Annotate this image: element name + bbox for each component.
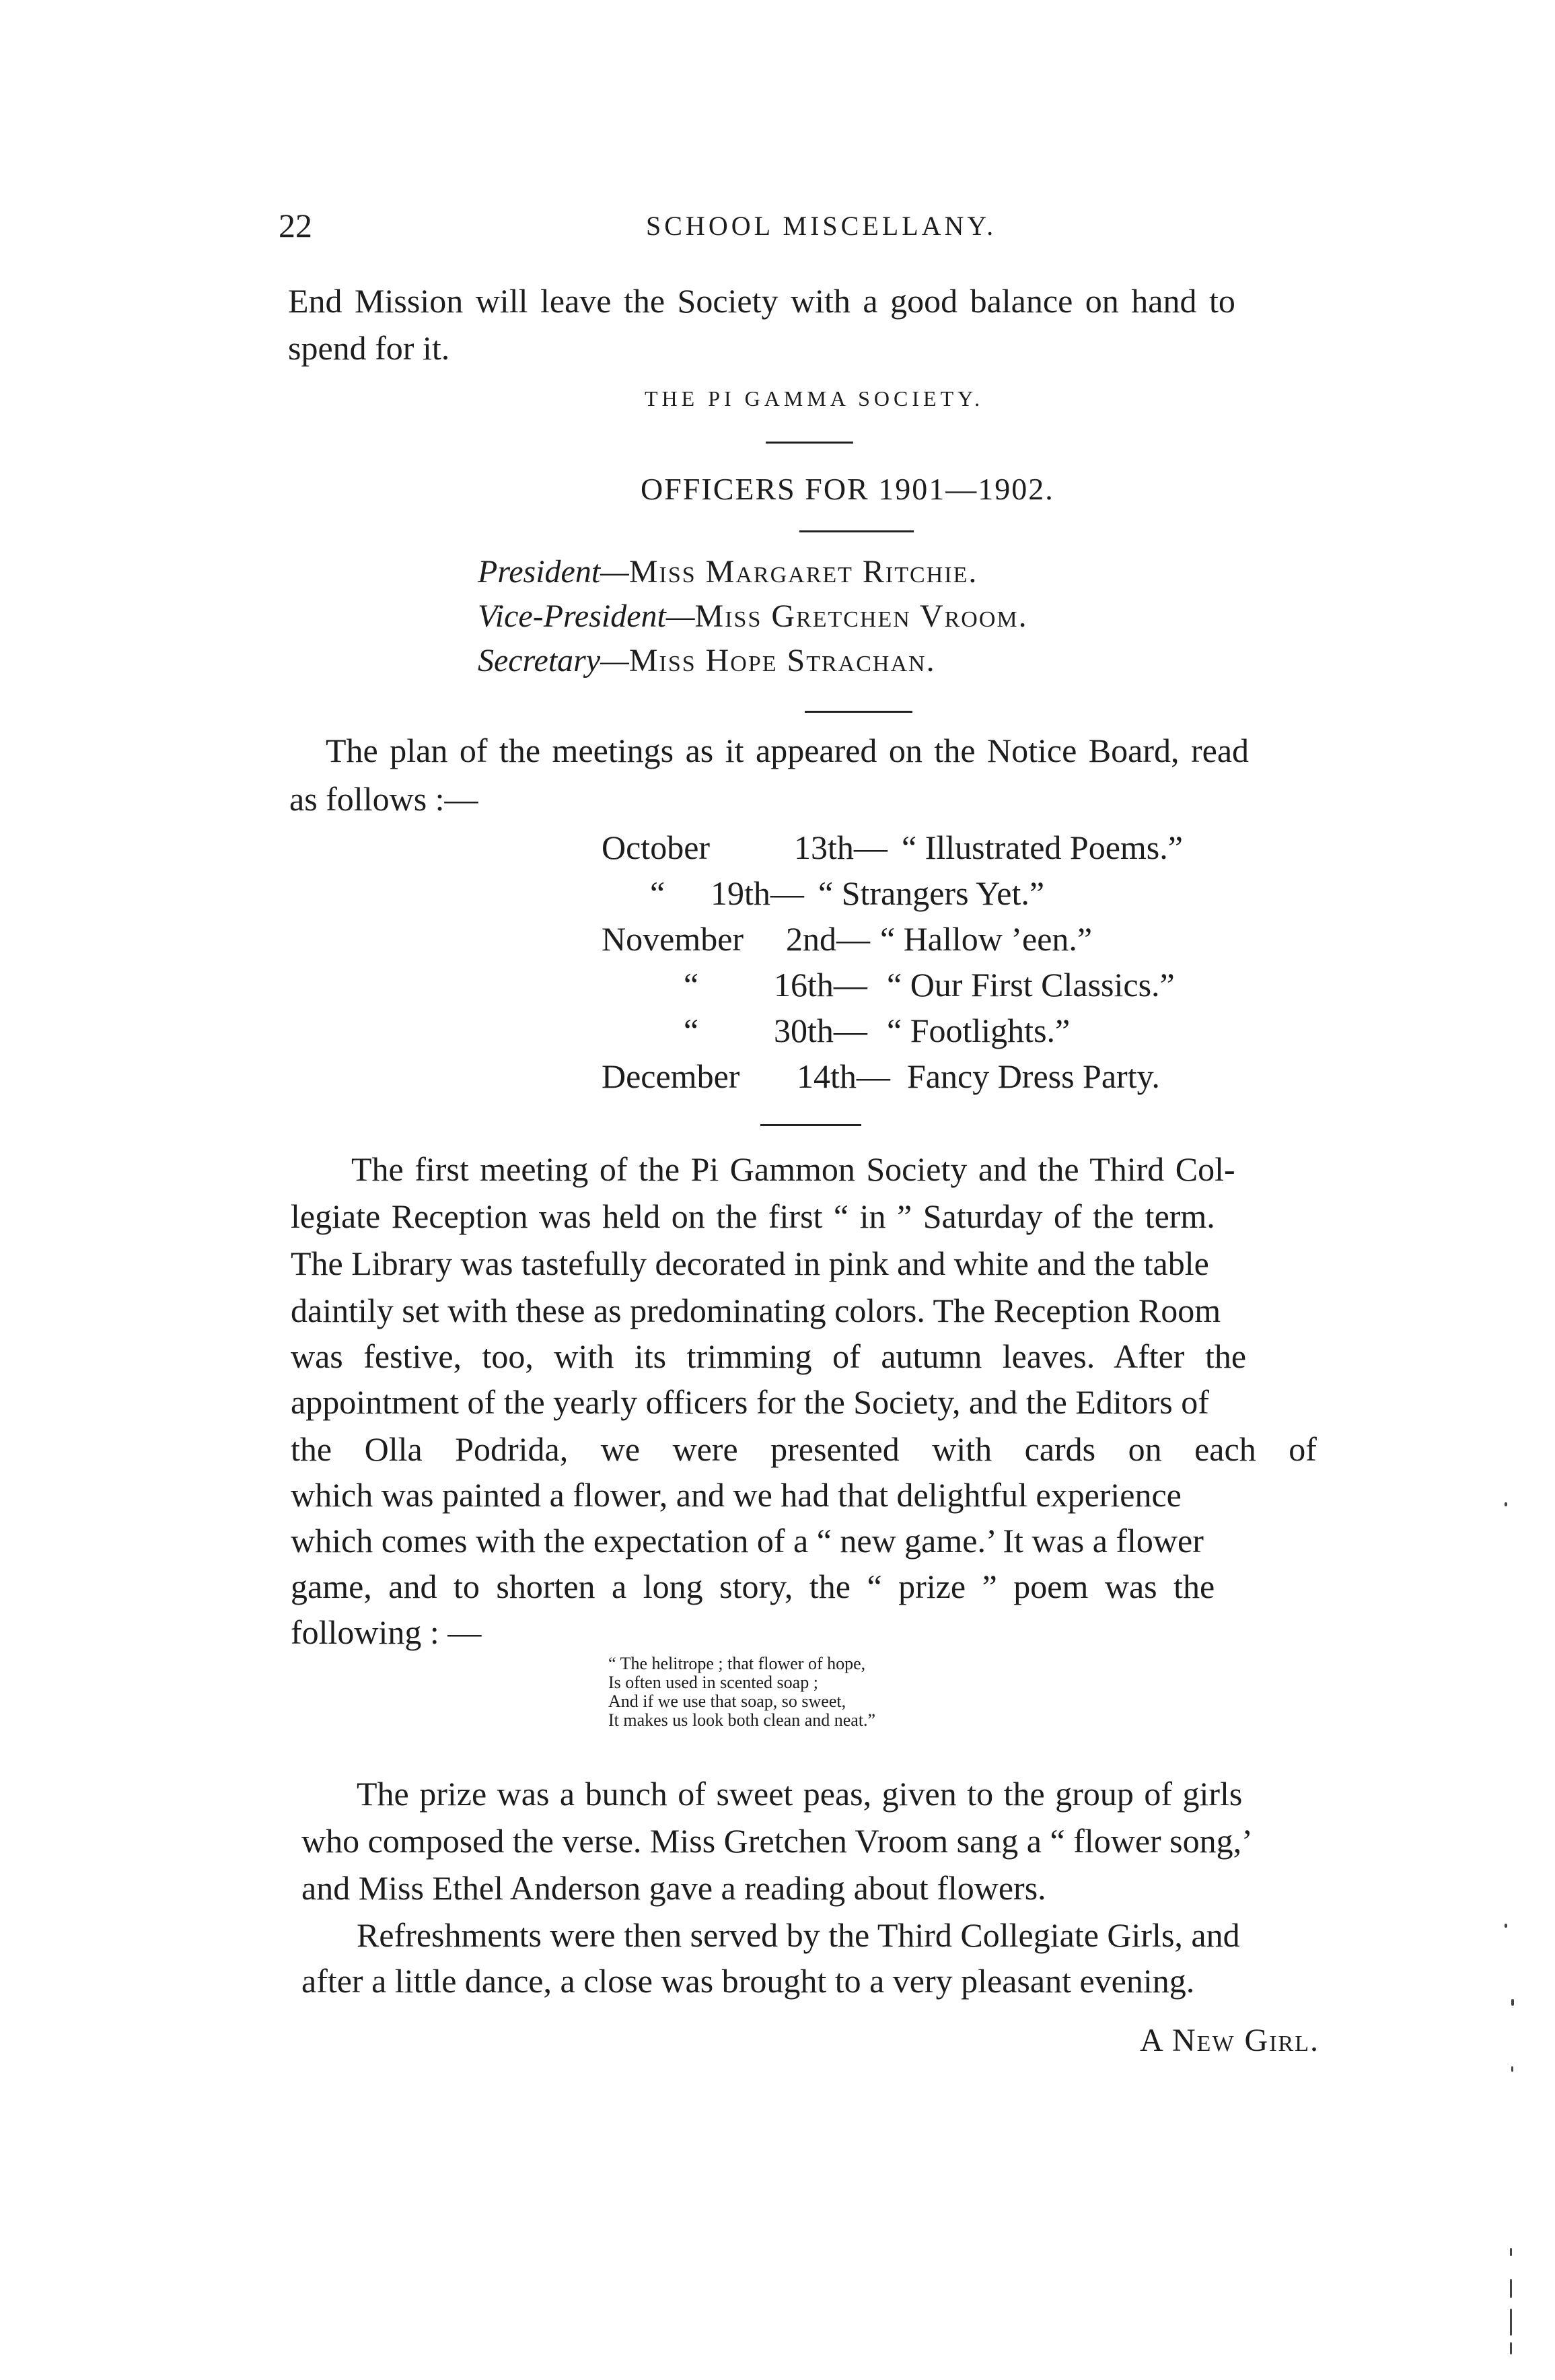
plan-intro-line-1: The plan of the meetings as it appeared on the Notice Board, read [326, 732, 1250, 769]
paragraph-line: Refreshments were then served by the Third Collegiate Girls, and [357, 1916, 1240, 1954]
signature: A New Girl. [1140, 2023, 1319, 2058]
schedule-month: December [602, 1057, 740, 1095]
running-title: SCHOOL MISCELLANY. [646, 211, 997, 241]
scan-speck [1510, 2342, 1512, 2354]
schedule-event: “ Illustrated Poems.” [902, 829, 1183, 866]
schedule-month: “ [650, 874, 665, 912]
scan-speck [1511, 2066, 1513, 2072]
divider [799, 530, 914, 532]
officer-role: President— [478, 554, 629, 590]
paragraph-line: The first meeting of the Pi Gammon Society and the Third Col- [351, 1150, 1235, 1188]
officer-name: Miss Margaret Ritchie. [628, 554, 978, 590]
schedule-event: “ Hallow ’een.” [880, 920, 1093, 958]
paragraph-line: after a little dance, a close was brought to a very pleasant evening. [301, 1962, 1195, 2000]
paragraph-line: daintily set with these as predominating colors. The Reception Room [291, 1292, 1221, 1329]
officer-name: Miss Gretchen Vroom. [694, 598, 1028, 634]
scan-speck [1510, 2248, 1512, 2256]
paragraph-line: was festive, too, with its trimming of autumn leaves. After the [291, 1337, 1247, 1375]
scan-speck [1510, 2279, 1512, 2298]
schedule-day: 14th— [797, 1057, 890, 1095]
paragraph-line: which comes with the expectation of a “ new game.’ It was a flower [291, 1522, 1204, 1560]
paragraph-line: and Miss Ethel Anderson gave a reading about flowers. [301, 1869, 1046, 1907]
schedule-event: “ Our First Classics.” [887, 966, 1175, 1004]
schedule-event: “ Footlights.” [887, 1012, 1071, 1049]
paragraph-line: the Olla Podrida, we were presented with cards on each of [291, 1430, 1317, 1468]
schedule-month: November [602, 920, 744, 958]
paragraph-line: The Library was tastefully decorated in pink and white and the table [291, 1245, 1209, 1282]
paragraph-line: appointment of the yearly officers for the Society, and the Editors of [291, 1383, 1209, 1421]
scan-speck [1505, 1924, 1507, 1928]
poem-line: And if we use that soap, so sweet, [608, 1691, 846, 1711]
schedule-day: 2nd— [786, 920, 870, 958]
schedule-day: 13th— [794, 829, 888, 866]
paragraph-line: game, and to shorten a long story, the “ prize ” poem was the [291, 1568, 1215, 1605]
divider [805, 711, 912, 713]
officer-role: Vice-President— [478, 598, 695, 634]
prize-poem [608, 1654, 875, 1730]
page-number: 22 [279, 207, 312, 244]
plan-intro-line-2: as follows :— [289, 780, 478, 818]
scan-speck [1510, 2309, 1512, 2336]
scan-speck [1505, 1502, 1507, 1506]
schedule-month: “ [684, 966, 699, 1004]
paragraph-line: The prize was a bunch of sweet peas, given to the group of girls [357, 1775, 1243, 1813]
officer-secretary [478, 642, 936, 679]
schedule-event: Fancy Dress Party. [907, 1057, 1160, 1095]
divider [766, 442, 853, 444]
schedule-month: October [602, 829, 711, 866]
schedule-day: 30th— [774, 1012, 867, 1049]
paragraph-line: following : — [291, 1613, 482, 1651]
paragraph-line: who composed the verse. Miss Gretchen Vroom sang a “ flower song,’ [301, 1822, 1253, 1860]
schedule-day: 16th— [774, 966, 867, 1004]
scan-speck [1511, 1999, 1514, 2006]
society-title: THE PI GAMMA SOCIETY. [645, 386, 984, 411]
officer-president [478, 553, 978, 590]
officer-name: Miss Hope Strachan. [628, 643, 936, 678]
intro-line-2: spend for it. [288, 329, 450, 367]
schedule-event: “ Strangers Yet.” [818, 874, 1045, 912]
officer-vice-president [478, 598, 1028, 635]
officer-role: Secretary— [478, 643, 629, 678]
paragraph-line: legiate Reception was held on the first “ in ” Saturday of the term. [291, 1197, 1215, 1235]
officers-heading-text: OFFICERS FOR 1901—1902. [641, 472, 1054, 506]
paragraph-line: which was painted a flower, and we had that delightful experience [291, 1476, 1182, 1514]
intro-line-1: End Mission will leave the Society with a good balance on hand to [288, 282, 1235, 320]
poem-line: It makes us look both clean and neat.” [608, 1710, 876, 1730]
schedule-month: “ [684, 1012, 699, 1049]
divider [760, 1124, 861, 1126]
poem-line: “ The helitrope ; that flower of hope, [608, 1654, 866, 1673]
poem-line: Is often used in scented soap ; [608, 1673, 818, 1692]
schedule-day: 19th— [711, 874, 804, 912]
officers-heading [641, 471, 1054, 507]
